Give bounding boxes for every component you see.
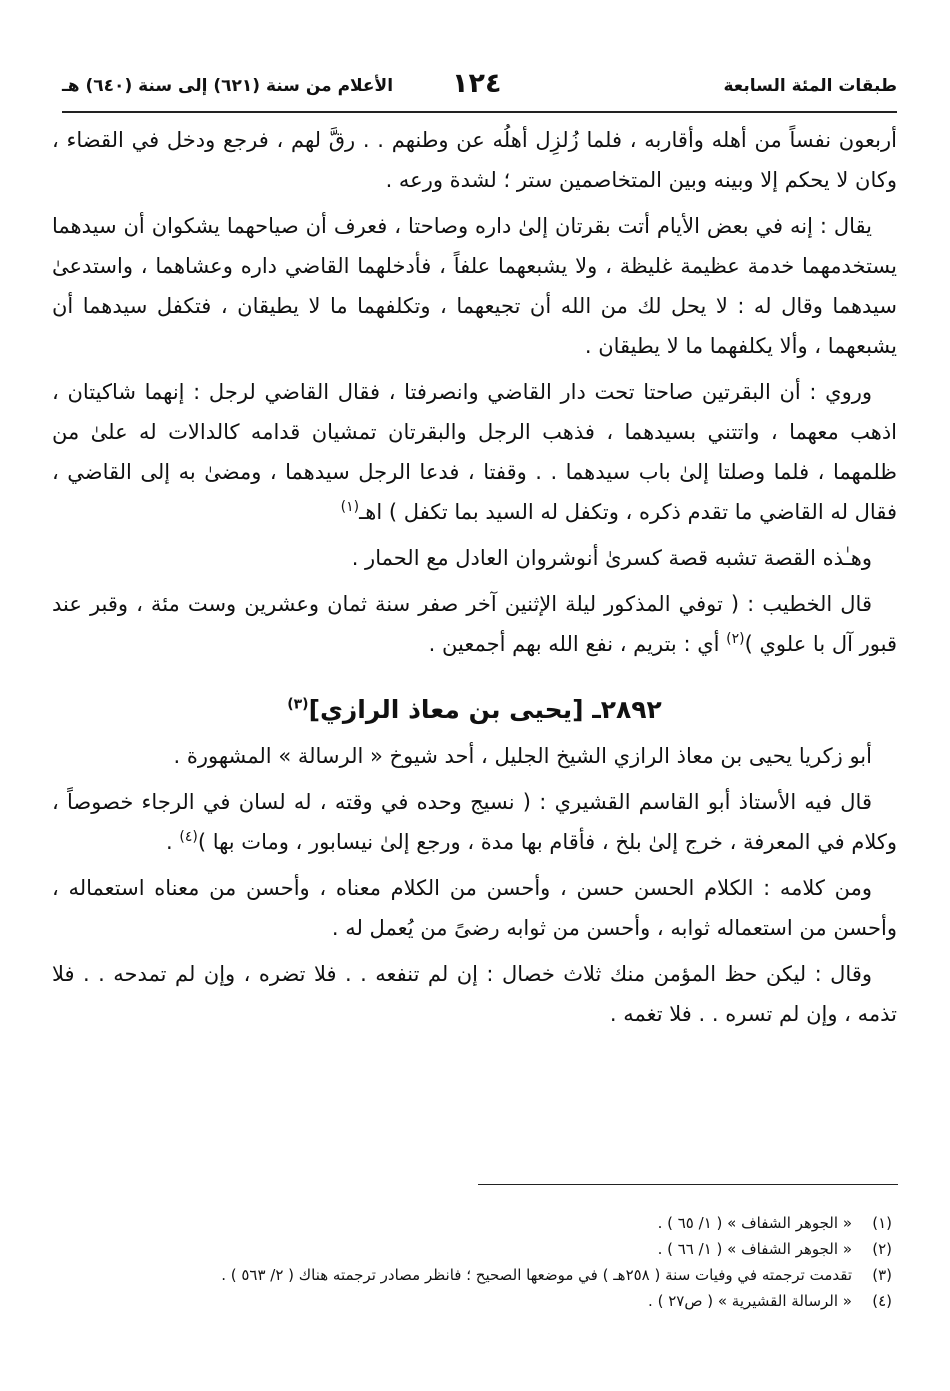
footnote-number: (٣): [872, 1266, 892, 1284]
footnote-mark: (١): [340, 499, 360, 515]
footnote-text: « الجوهر الشفاف » ( ١/ ٦٥ ) .: [657, 1214, 852, 1232]
header-divider: [62, 111, 897, 113]
paragraph-text: وروي : أن البقرتين صاحتا تحت دار القاضي وانصرفتا ، فقال القاضي لرجل : إنهما شاكيتان ، اذهب معهما ، واتتني بسيدهما ، فذهب الرجل والبقرتان تمشيان قدامه كالدالات له علىٰ من ظلمهما ، فلما وصلتا إلىٰ باب سيدهما . . وقفتا ، فدعا الرجل سيدهما ، ومضىٰ به إلى القاضي ، فقال له القاضي ما تقدم ذكره ، وتكفل له السيد بما تكفل ) اهـ: [52, 380, 897, 524]
footnote: [52, 1210, 892, 1236]
paragraph: ومن كلامه : الكلام الحسن حسن ، وأحسن من الكلام معناه ، وأحسن من معناه استعماله ، وأحسن من استعماله ثوابه ، وأحسن من ثوابه رضىً من يُعمل له .: [52, 876, 897, 940]
paragraph: وقال : ليكن حظ المؤمن منك ثلاث خصال : إن لم تنفعه . . فلا تضره ، وإن لم تمدحه . . فلا تذمه ، وإن لم تسره . . فلا تغمه .: [52, 962, 897, 1026]
paragraph-text: قال فيه الأستاذ أبو القاسم القشيري : ( نسيج وحده في وقته ، له لسان في الرجاء خصوصاً ، وكلام في المعرفة ، خرج إلىٰ بلخ ، فأقام بها مدة ، ورجع إلىٰ نيسابور ، ومات بها ): [52, 790, 897, 854]
footnote-text: « الجوهر الشفاف » ( ١/ ٦٦ ) .: [657, 1240, 852, 1258]
page-number: ١٢٤: [452, 68, 502, 99]
footnote-number: (٢): [872, 1240, 892, 1258]
entry-title: ٢٨٩٢ـ [يحيى بن معاذ الرازي]: [308, 695, 662, 724]
paragraph: يقال : إنه في بعض الأيام أتت بقرتان إلىٰ داره وصاحتا ، فعرف أن صياحهما يشكوان أن سيدهما يستخدمهما خدمة عظيمة غليظة ، ولا يشبعهما علفاً ، فأدخلهما القاضي داره وعشاهما ، واستدعىٰ سيدهما وقال له : لا يحل لك من الله أن تجيعهما ، وتكلفهما ما لا يطيقان ، فتكفل سيدهما أن يشبعهما ، وألا يكلفهما ما لا يطيقان .: [52, 214, 897, 358]
footnote-number: (١): [872, 1214, 892, 1232]
main-text: [52, 120, 897, 1040]
paragraph: أبو زكريا يحيى بن معاذ الرازي الشيخ الجليل ، أحد شيوخ « الرسالة » المشهورة .: [173, 744, 872, 768]
footnote: [52, 1236, 892, 1262]
footnote-mark: (٣): [287, 696, 309, 713]
paragraph-text: قال الخطيب : ( توفي المذكور ليلة الإثنين آخر صفر سنة ثمان وعشرين وست مئة ، وقبر عند قبور آل با علوي ): [52, 592, 897, 656]
footnote-mark: (٢): [726, 631, 745, 647]
entry-heading: [52, 686, 897, 734]
paragraph: وهـٰذه القصة تشبه قصة كسرىٰ أنوشروان العادل مع الحمار .: [351, 546, 872, 570]
paragraph: أربعون نفساً من أهله وأقاربه ، فلما زُلزِل أهلُه عن وطنهم . . رقَّ لهم ، فرجع ودخل في القضاء ، وكان لا يحكم إلا وبينه وبين المتخاصمين ستر ؛ لشدة ورعه .: [52, 128, 897, 192]
header-book-section: طبقات المئة السابعة: [723, 76, 897, 96]
paragraph: [52, 782, 897, 862]
running-header: [62, 68, 897, 104]
footnote-mark: (٤): [179, 829, 198, 845]
header-year-range: الأعلام من سنة (٦٢١) إلى سنة (٦٤٠) هـ: [62, 76, 394, 96]
footnote-text: تقدمت ترجمته في وفيات سنة ( ٢٥٨هـ ) في موضعها الصحيح ؛ فانظر مصادر ترجمته هناك ( ٢/ ٥٦٣ ) .: [221, 1266, 852, 1284]
paragraph: [52, 372, 897, 532]
footnote-divider: [478, 1184, 898, 1185]
paragraph: [52, 584, 897, 664]
footnote-number: (٤): [872, 1292, 892, 1310]
paragraph-text: .: [166, 830, 173, 854]
footnote: [52, 1288, 892, 1314]
footnote: [52, 1262, 892, 1288]
footnotes: [52, 1210, 892, 1314]
paragraph-text: أي : بتريم ، نفع الله بهم أجمعين .: [428, 632, 720, 656]
footnote-text: « الرسالة القشيرية » ( ص٢٧ ) .: [648, 1292, 852, 1310]
